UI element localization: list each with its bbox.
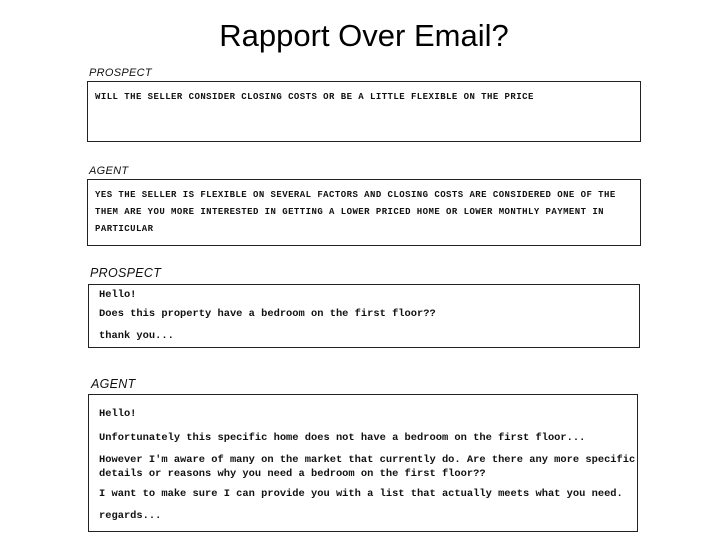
message-line: THEM ARE YOU MORE INTERESTED IN GETTING A LOWER PRICED HOME OR LOWER MONTHLY PAYMENT IN <box>95 207 605 217</box>
message-box-agent-1 <box>87 179 641 246</box>
message-line: WILL THE SELLER CONSIDER CLOSING COSTS OR BE A LITTLE FLEXIBLE ON THE PRICE <box>95 92 534 102</box>
section-label-agent-1: AGENT <box>89 165 129 177</box>
message-line: Unfortunately this specific home does not have a bedroom on the first floor... <box>99 432 586 444</box>
message-box-prospect-2 <box>88 284 640 348</box>
message-line: Hello! <box>99 408 137 420</box>
message-line: thank you... <box>99 330 174 342</box>
message-line: Hello! <box>99 289 137 301</box>
section-label-agent-2: AGENT <box>91 377 136 391</box>
message-line: PARTICULAR <box>95 224 154 234</box>
message-box-agent-2 <box>88 394 638 532</box>
message-line: Does this property have a bedroom on the first floor?? <box>99 308 436 320</box>
section-label-prospect-1: PROSPECT <box>89 67 152 79</box>
slide-title: Rapport Over Email? <box>219 18 509 53</box>
message-line: I want to make sure I can provide you with a list that actually meets what you need. <box>99 488 623 500</box>
section-label-prospect-2: PROSPECT <box>90 266 162 280</box>
message-line: details or reasons why you need a bedroom on the first floor?? <box>99 468 486 480</box>
message-line: regards... <box>99 510 162 522</box>
message-line: However I'm aware of many on the market that currently do. Are there any more specific <box>99 454 636 466</box>
message-line: YES THE SELLER IS FLEXIBLE ON SEVERAL FACTORS AND CLOSING COSTS ARE CONSIDERED ONE OF THE <box>95 190 616 200</box>
message-box-prospect-1 <box>87 81 641 142</box>
